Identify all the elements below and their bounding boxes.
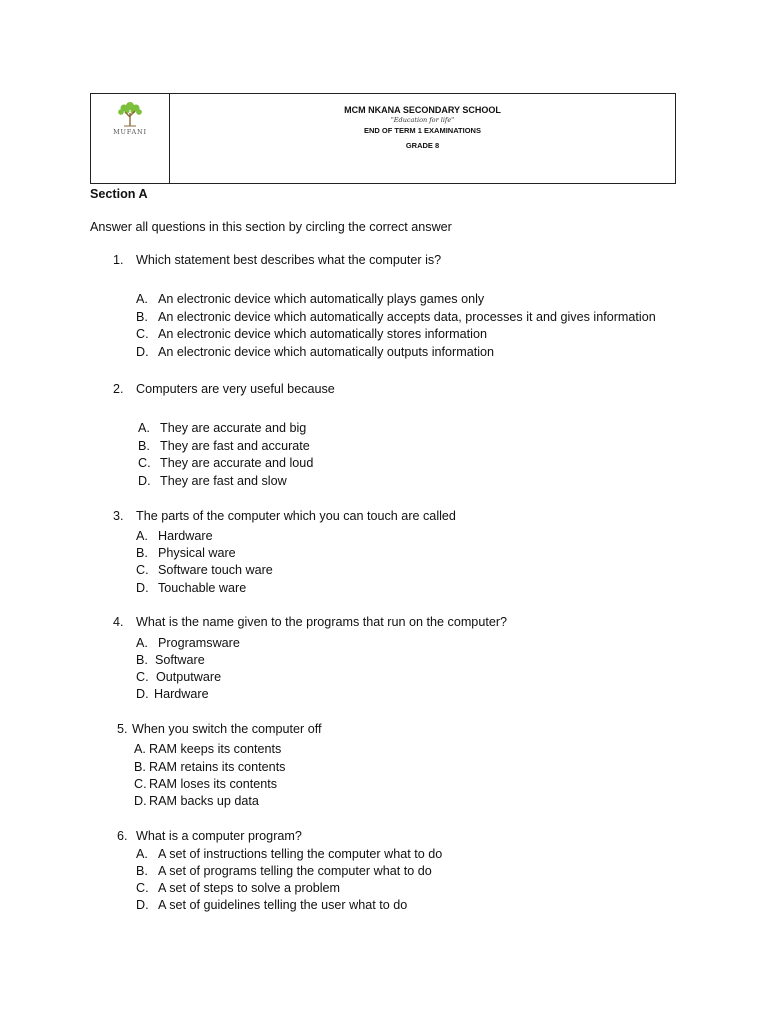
option-text[interactable]: A set of steps to solve a problem (158, 881, 341, 895)
option-text[interactable]: They are accurate and loud (160, 456, 314, 470)
option-text[interactable]: An electronic device which automatically stores information (158, 327, 487, 341)
option-text[interactable]: Hardware (154, 687, 209, 701)
section-title: Section A (90, 187, 148, 201)
option-text[interactable]: A set of instructions telling the computer what to do (158, 847, 443, 861)
option-letter[interactable]: C. (136, 327, 149, 341)
question-text: Computers are very useful because (136, 382, 335, 396)
option-letter[interactable]: A. (136, 292, 148, 306)
option-text[interactable]: They are fast and slow (160, 474, 287, 488)
option-text[interactable]: An electronic device which automatically plays games only (158, 292, 485, 306)
header-title-cell (170, 94, 675, 183)
option-letter[interactable]: D. (136, 687, 149, 701)
option-letter[interactable]: B. (136, 864, 148, 878)
logo-text: MUFANI (113, 128, 147, 136)
option-letter[interactable]: D. (138, 474, 151, 488)
option-text[interactable]: A set of programs telling the computer what to do (158, 864, 432, 878)
option-text[interactable]: Physical ware (158, 546, 236, 560)
option-letter[interactable]: B. (136, 653, 148, 667)
option-letter[interactable]: A. (134, 742, 146, 756)
exam-name: END OF TERM 1 EXAMINATIONS (364, 126, 481, 135)
option-letter[interactable]: D. (136, 581, 149, 595)
option-text[interactable]: Software touch ware (158, 563, 273, 577)
school-logo (91, 94, 170, 183)
option-text[interactable]: Programsware (158, 636, 240, 650)
option-text[interactable]: RAM loses its contents (149, 777, 278, 791)
option-letter[interactable]: C. (136, 563, 149, 577)
option-text[interactable]: RAM backs up data (149, 794, 259, 808)
option-text[interactable]: RAM retains its contents (149, 760, 286, 774)
question-text: What is a computer program? (136, 829, 302, 843)
option-letter[interactable]: B. (136, 546, 148, 560)
option-letter[interactable]: D. (136, 898, 149, 912)
question-number: 1. (113, 253, 124, 267)
question-number: 6. (117, 829, 128, 843)
option-letter[interactable]: C. (138, 456, 151, 470)
option-text[interactable]: They are accurate and big (160, 421, 307, 435)
option-text[interactable]: An electronic device which automatically accepts data, processes it and gives information (158, 310, 656, 324)
grade-label: GRADE 8 (405, 141, 440, 150)
option-text[interactable]: Touchable ware (158, 581, 247, 595)
option-letter[interactable]: B. (134, 760, 146, 774)
option-letter[interactable]: A. (138, 421, 150, 435)
option-text[interactable]: Outputware (156, 670, 222, 684)
option-text[interactable]: RAM keeps its contents (149, 742, 282, 756)
section-instructions: Answer all questions in this section by circling the correct answer (90, 220, 452, 234)
option-letter[interactable]: C. (136, 881, 149, 895)
option-letter[interactable]: A. (136, 529, 148, 543)
question-text: Which statement best describes what the computer is? (136, 253, 442, 267)
option-letter[interactable]: B. (138, 439, 150, 453)
question-number: 3. (113, 509, 124, 523)
question-text: The parts of the computer which you can touch are called (136, 509, 456, 523)
question-text: When you switch the computer off (132, 722, 322, 736)
option-text[interactable]: They are fast and accurate (160, 439, 310, 453)
question-number: 2. (113, 382, 124, 396)
option-text[interactable]: Hardware (158, 529, 213, 543)
question-number: 4. (113, 615, 124, 629)
tree-logo-icon (113, 99, 147, 127)
option-text[interactable]: A set of guidelines telling the user what to do (158, 898, 408, 912)
school-motto: "Education for life" (390, 116, 455, 124)
question-text: What is the name given to the programs that run on the computer? (136, 615, 508, 629)
option-letter[interactable]: D. (136, 345, 149, 359)
school-name: MCM NKANA SECONDARY SCHOOL (344, 105, 501, 115)
option-letter[interactable]: D. (134, 794, 147, 808)
exam-header (90, 93, 676, 184)
option-text[interactable]: Software (155, 653, 205, 667)
option-letter[interactable]: A. (136, 847, 148, 861)
option-letter[interactable]: C. (136, 670, 149, 684)
option-letter[interactable]: C. (134, 777, 147, 791)
option-letter[interactable]: A. (136, 636, 148, 650)
question-number: 5. (117, 722, 128, 736)
option-text[interactable]: An electronic device which automatically outputs information (158, 345, 495, 359)
option-letter[interactable]: B. (136, 310, 148, 324)
